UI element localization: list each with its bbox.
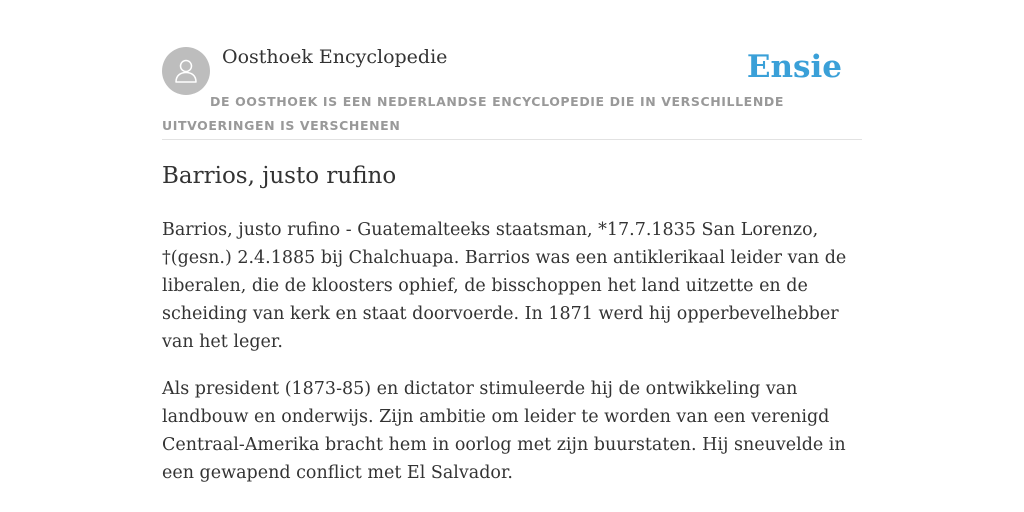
site-tagline: DE OOSTHOEK IS EEN NEDERLANDSE ENCYCLOPEDIE DIE IN VERSCHILLENDE UITVOERINGEN IS VERSCHENEN: [162, 94, 784, 133]
page: [162, 0, 862, 483]
avatar[interactable]: [162, 47, 210, 95]
ensie-logo[interactable]: Ensie: [746, 49, 842, 85]
article-paragraph: Als president (1873-85) en dictator stimuleerde hij de ontwikkeling van landbouw en onderwijs. Zijn ambitie om leider te worden van een verenigd Centraal-Amerika bracht hem in oorlog met zijn buurstaten. Hij sneuvelde in een gewapend conflict met El Salvador.: [162, 379, 846, 483]
article-paragraph: Barrios, justo rufino - Guatemalteeks staatsman, *17.7.1835 San Lorenzo, †(gesn.) 2.4.1885 bij Chalchuapa. Barrios was een antiklerikaal leider van de liberalen, die de kloosters ophief, de bisschoppen het land uitzette en de scheiding van kerk en staat doorvoerde. In 1871 werd hij opperbevelhebber van het leger.: [162, 220, 847, 352]
user-icon: [172, 57, 200, 85]
article-title: Barrios, justo rufino: [162, 163, 397, 189]
site-header: [162, 0, 862, 140]
site-title[interactable]: Oosthoek Encyclopedie: [222, 46, 448, 68]
article-body: [162, 216, 862, 506]
